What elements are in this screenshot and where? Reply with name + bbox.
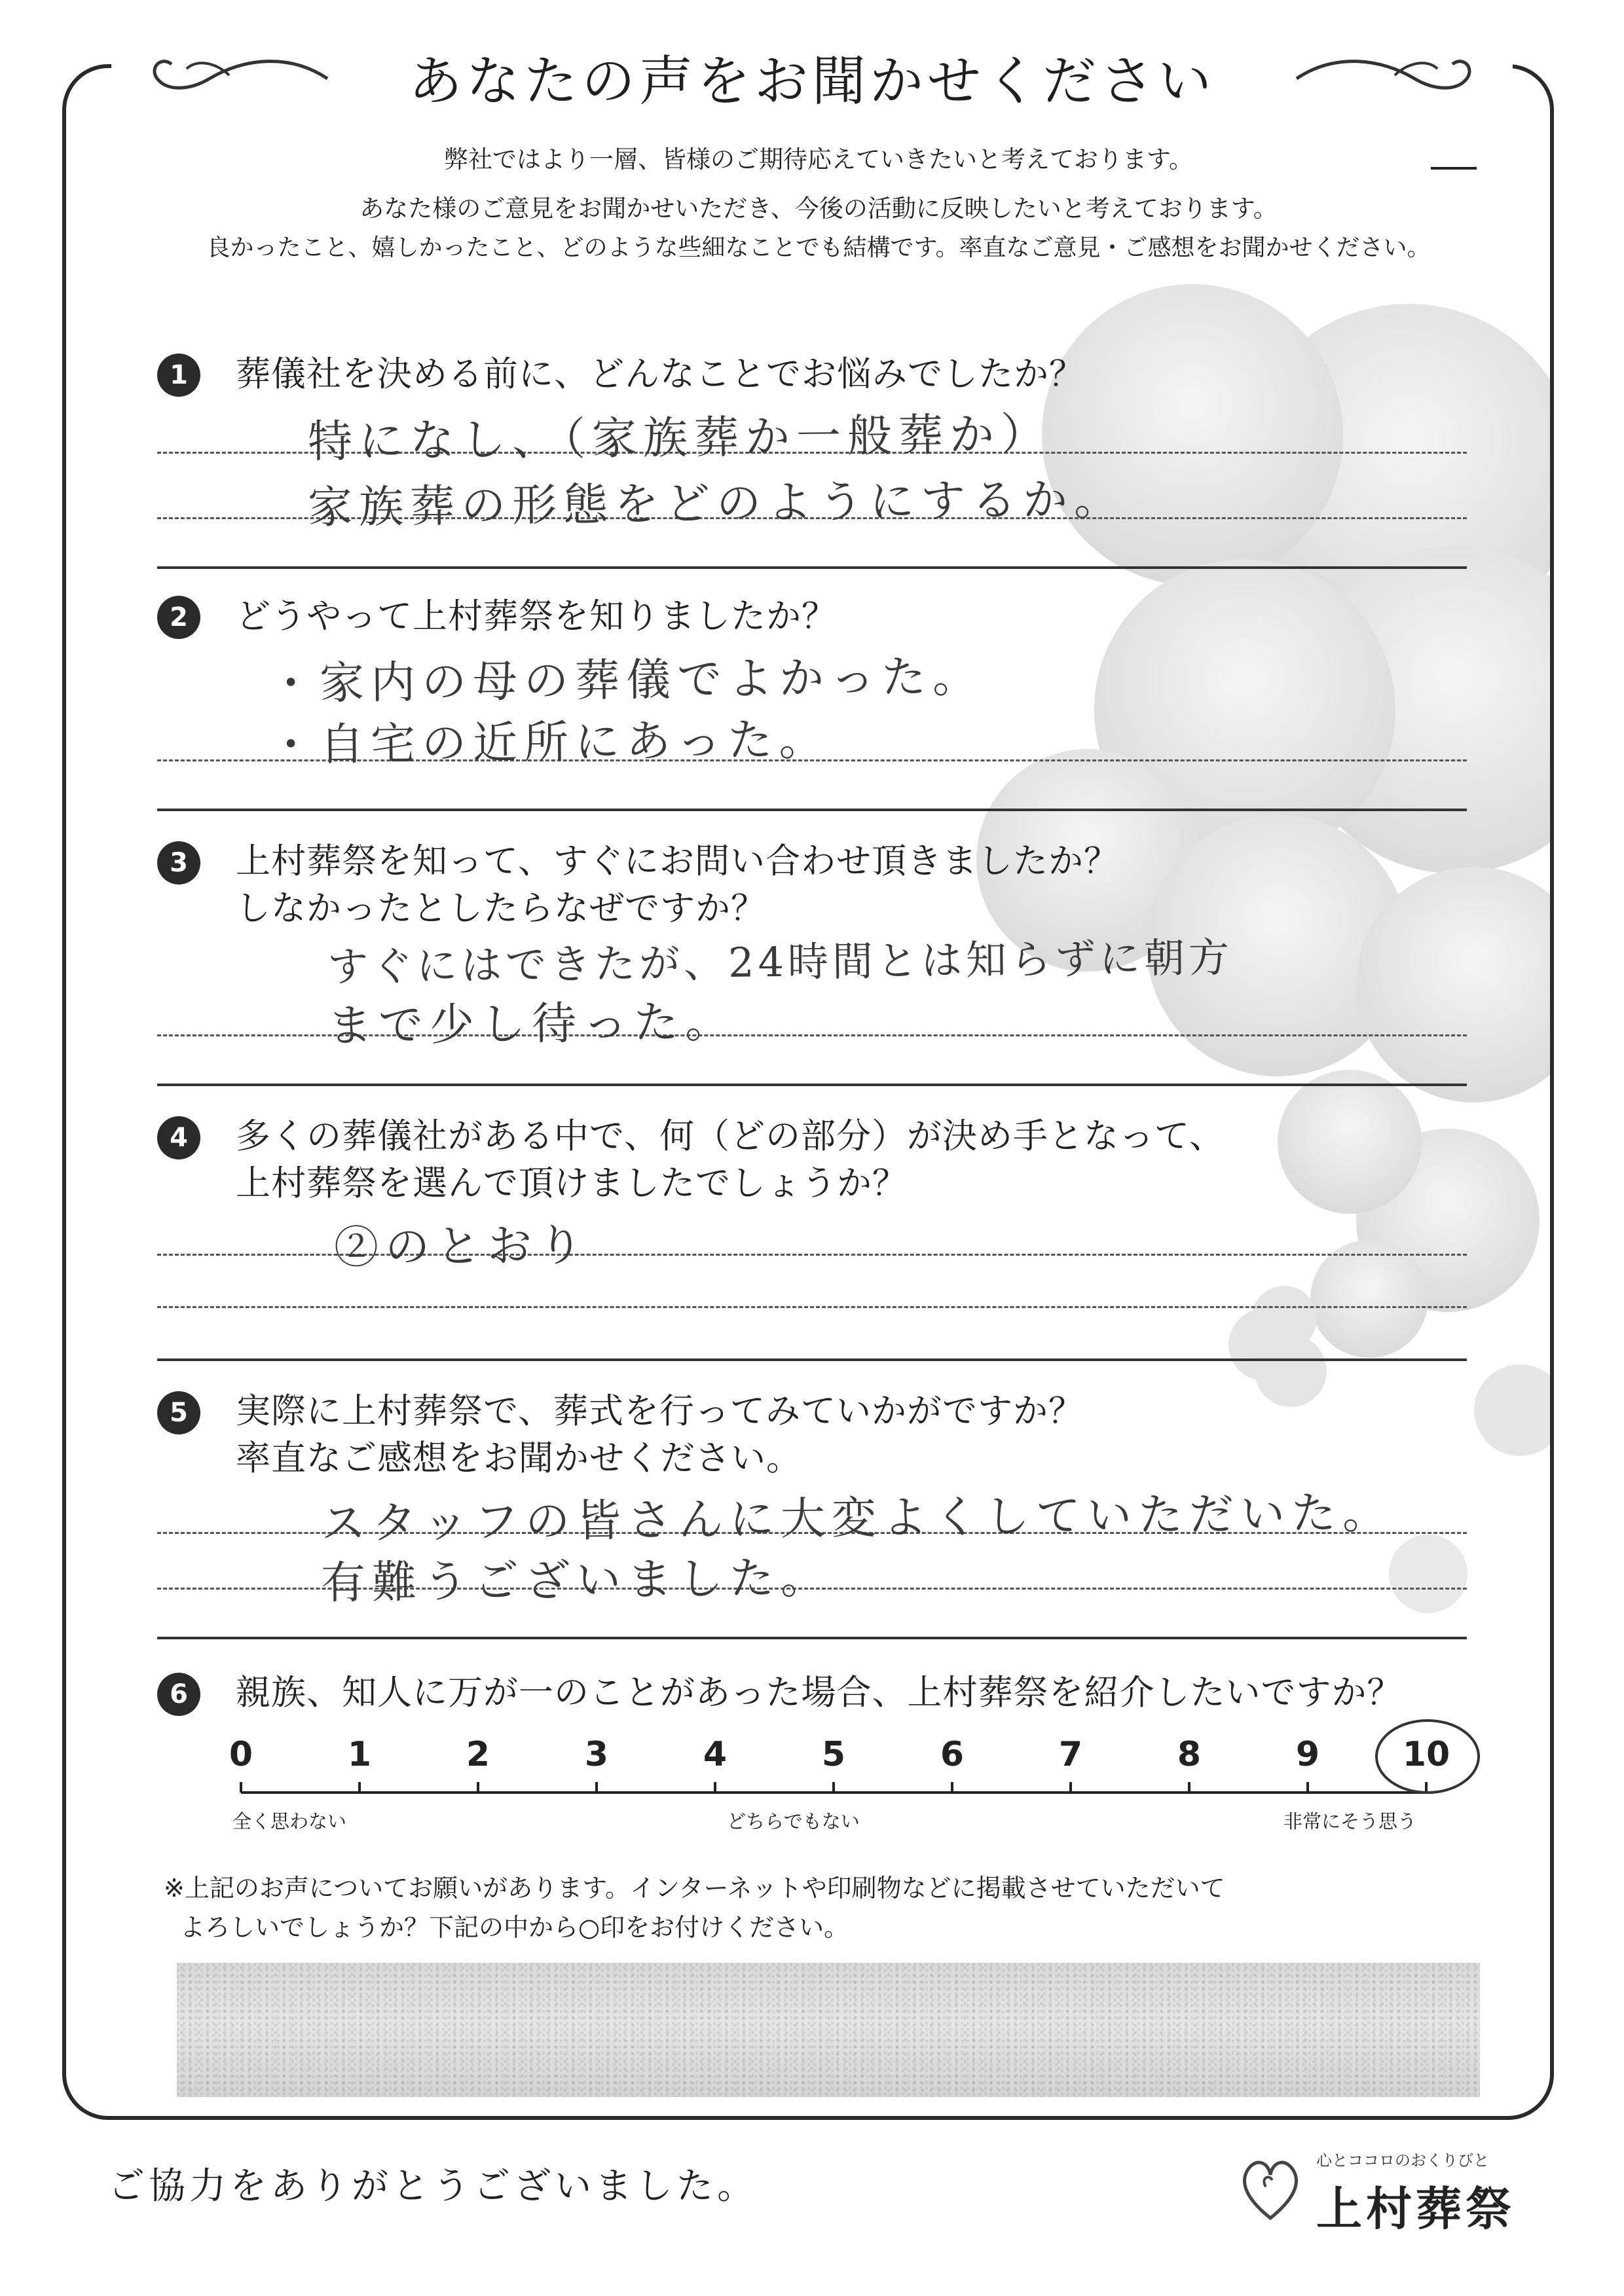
- selected-rating-circle: [1376, 1721, 1479, 1793]
- right-flourish-icon: [1283, 39, 1493, 118]
- scale-number-2[interactable]: 2: [466, 1735, 490, 1774]
- left-flourish-icon: [131, 39, 341, 118]
- question-4-number: 4: [157, 1116, 200, 1159]
- question-4-text-1: 多くの葬儀社がある中で、何（どの部分）が決め手となって、: [236, 1116, 1225, 1156]
- question-2-text: どうやって上村葬祭を知りましたか？: [236, 596, 837, 636]
- heart-logo-icon: [1234, 2147, 1306, 2226]
- scale-label-low: 全く思わない: [232, 1810, 347, 1832]
- scale-number-6[interactable]: 6: [940, 1735, 965, 1774]
- scale-number-0[interactable]: 0: [229, 1735, 253, 1774]
- question-3-text-1: 上村葬祭を知って、すぐにお問い合わせ頂きましたか？: [236, 841, 1119, 881]
- intro-line-1: 弊社ではより一層、皆様のご期待応えていきたいと考えております。: [443, 145, 1194, 173]
- scale-number-10[interactable]: 10: [1402, 1735, 1450, 1774]
- question-5-text-2: 率直なご感想をお聞かせください。: [236, 1438, 802, 1478]
- question-1-text: 葬儀社を決める前に、どんなことでお悩みでしたか？: [236, 354, 1084, 394]
- question-1-answer-2: 家族葬の形態をどのようにするか。: [307, 473, 1126, 534]
- question-2-answer-1: ・家内の母の葬儀でよかった。: [268, 651, 984, 710]
- scale-number-8[interactable]: 8: [1177, 1735, 1202, 1774]
- question-2-answer-2: ・自宅の近所にあった。: [268, 714, 830, 772]
- redacted-consent-area: [177, 1963, 1480, 2097]
- intro-line-2: あなた様のご意見をお聞かせいただき、今後の活動に反映したいと考えております。: [360, 194, 1278, 223]
- question-3-number: 3: [157, 841, 200, 884]
- question-5-answer-1: スタッフの皆さんに大変よくしていただいた。: [320, 1487, 1394, 1550]
- scale-number-1[interactable]: 1: [347, 1735, 372, 1774]
- logo-tagline: 心とココロのおくりびと: [1316, 2151, 1489, 2170]
- question-2-number: 2: [157, 596, 200, 639]
- question-6-number: 6: [157, 1673, 200, 1716]
- question-5-text-1: 実際に上村葬祭で、葬式を行ってみていかがですか？: [236, 1391, 1084, 1431]
- scale-number-4[interactable]: 4: [703, 1735, 728, 1774]
- scale-number-9[interactable]: 9: [1295, 1735, 1320, 1774]
- question-3-text-2: しなかったとしたらなぜですか？: [236, 888, 766, 928]
- footer-thanks: ご協力をありがとうございました。: [108, 2165, 758, 2208]
- scale-number-3[interactable]: 3: [584, 1735, 609, 1774]
- logo-name: 上村葬祭: [1316, 2182, 1515, 2236]
- question-5-answer-2: 有難うございました。: [320, 1552, 832, 1610]
- intro-line-3: 良かったこと、嬉しかったこと、どのような些細なことでも結構です。率直なご意見・ご感想をお聞かせください。: [206, 234, 1431, 261]
- question-1-number: 1: [157, 354, 200, 397]
- scale-label-high: 非常にそう思う: [1283, 1810, 1417, 1832]
- question-3-answer-1: すぐにはできたが、24時間とは知らずに朝方: [327, 933, 1234, 991]
- notice-line-2: よろしいでしょうか？下記の中から○印をお付けください。: [180, 1913, 849, 1942]
- scale-number-7[interactable]: 7: [1058, 1735, 1083, 1774]
- question-6-text: 親族、知人に万が一のことがあった場合、上村葬祭を紹介したいですか？: [236, 1673, 1403, 1713]
- notice-line-1: ※上記のお声についてお願いがあります。インターネットや印刷物などに掲載させていただいて: [164, 1874, 1225, 1903]
- page-title: あなたの声をお聞かせください: [408, 50, 1215, 113]
- question-3-answer-2: まで少し待った。: [327, 996, 737, 1053]
- scale-number-5[interactable]: 5: [821, 1735, 846, 1774]
- question-5-number: 5: [157, 1391, 200, 1434]
- question-1-answer-1: 特になし、（家族葬か一般葬か）: [307, 409, 1052, 468]
- question-4-answer-1: ②のとおり: [333, 1219, 590, 1275]
- scale-label-mid: どちらでもない: [727, 1810, 860, 1832]
- question-4-text-2: 上村葬祭を選んで頂けましたでしょうか？: [236, 1163, 908, 1203]
